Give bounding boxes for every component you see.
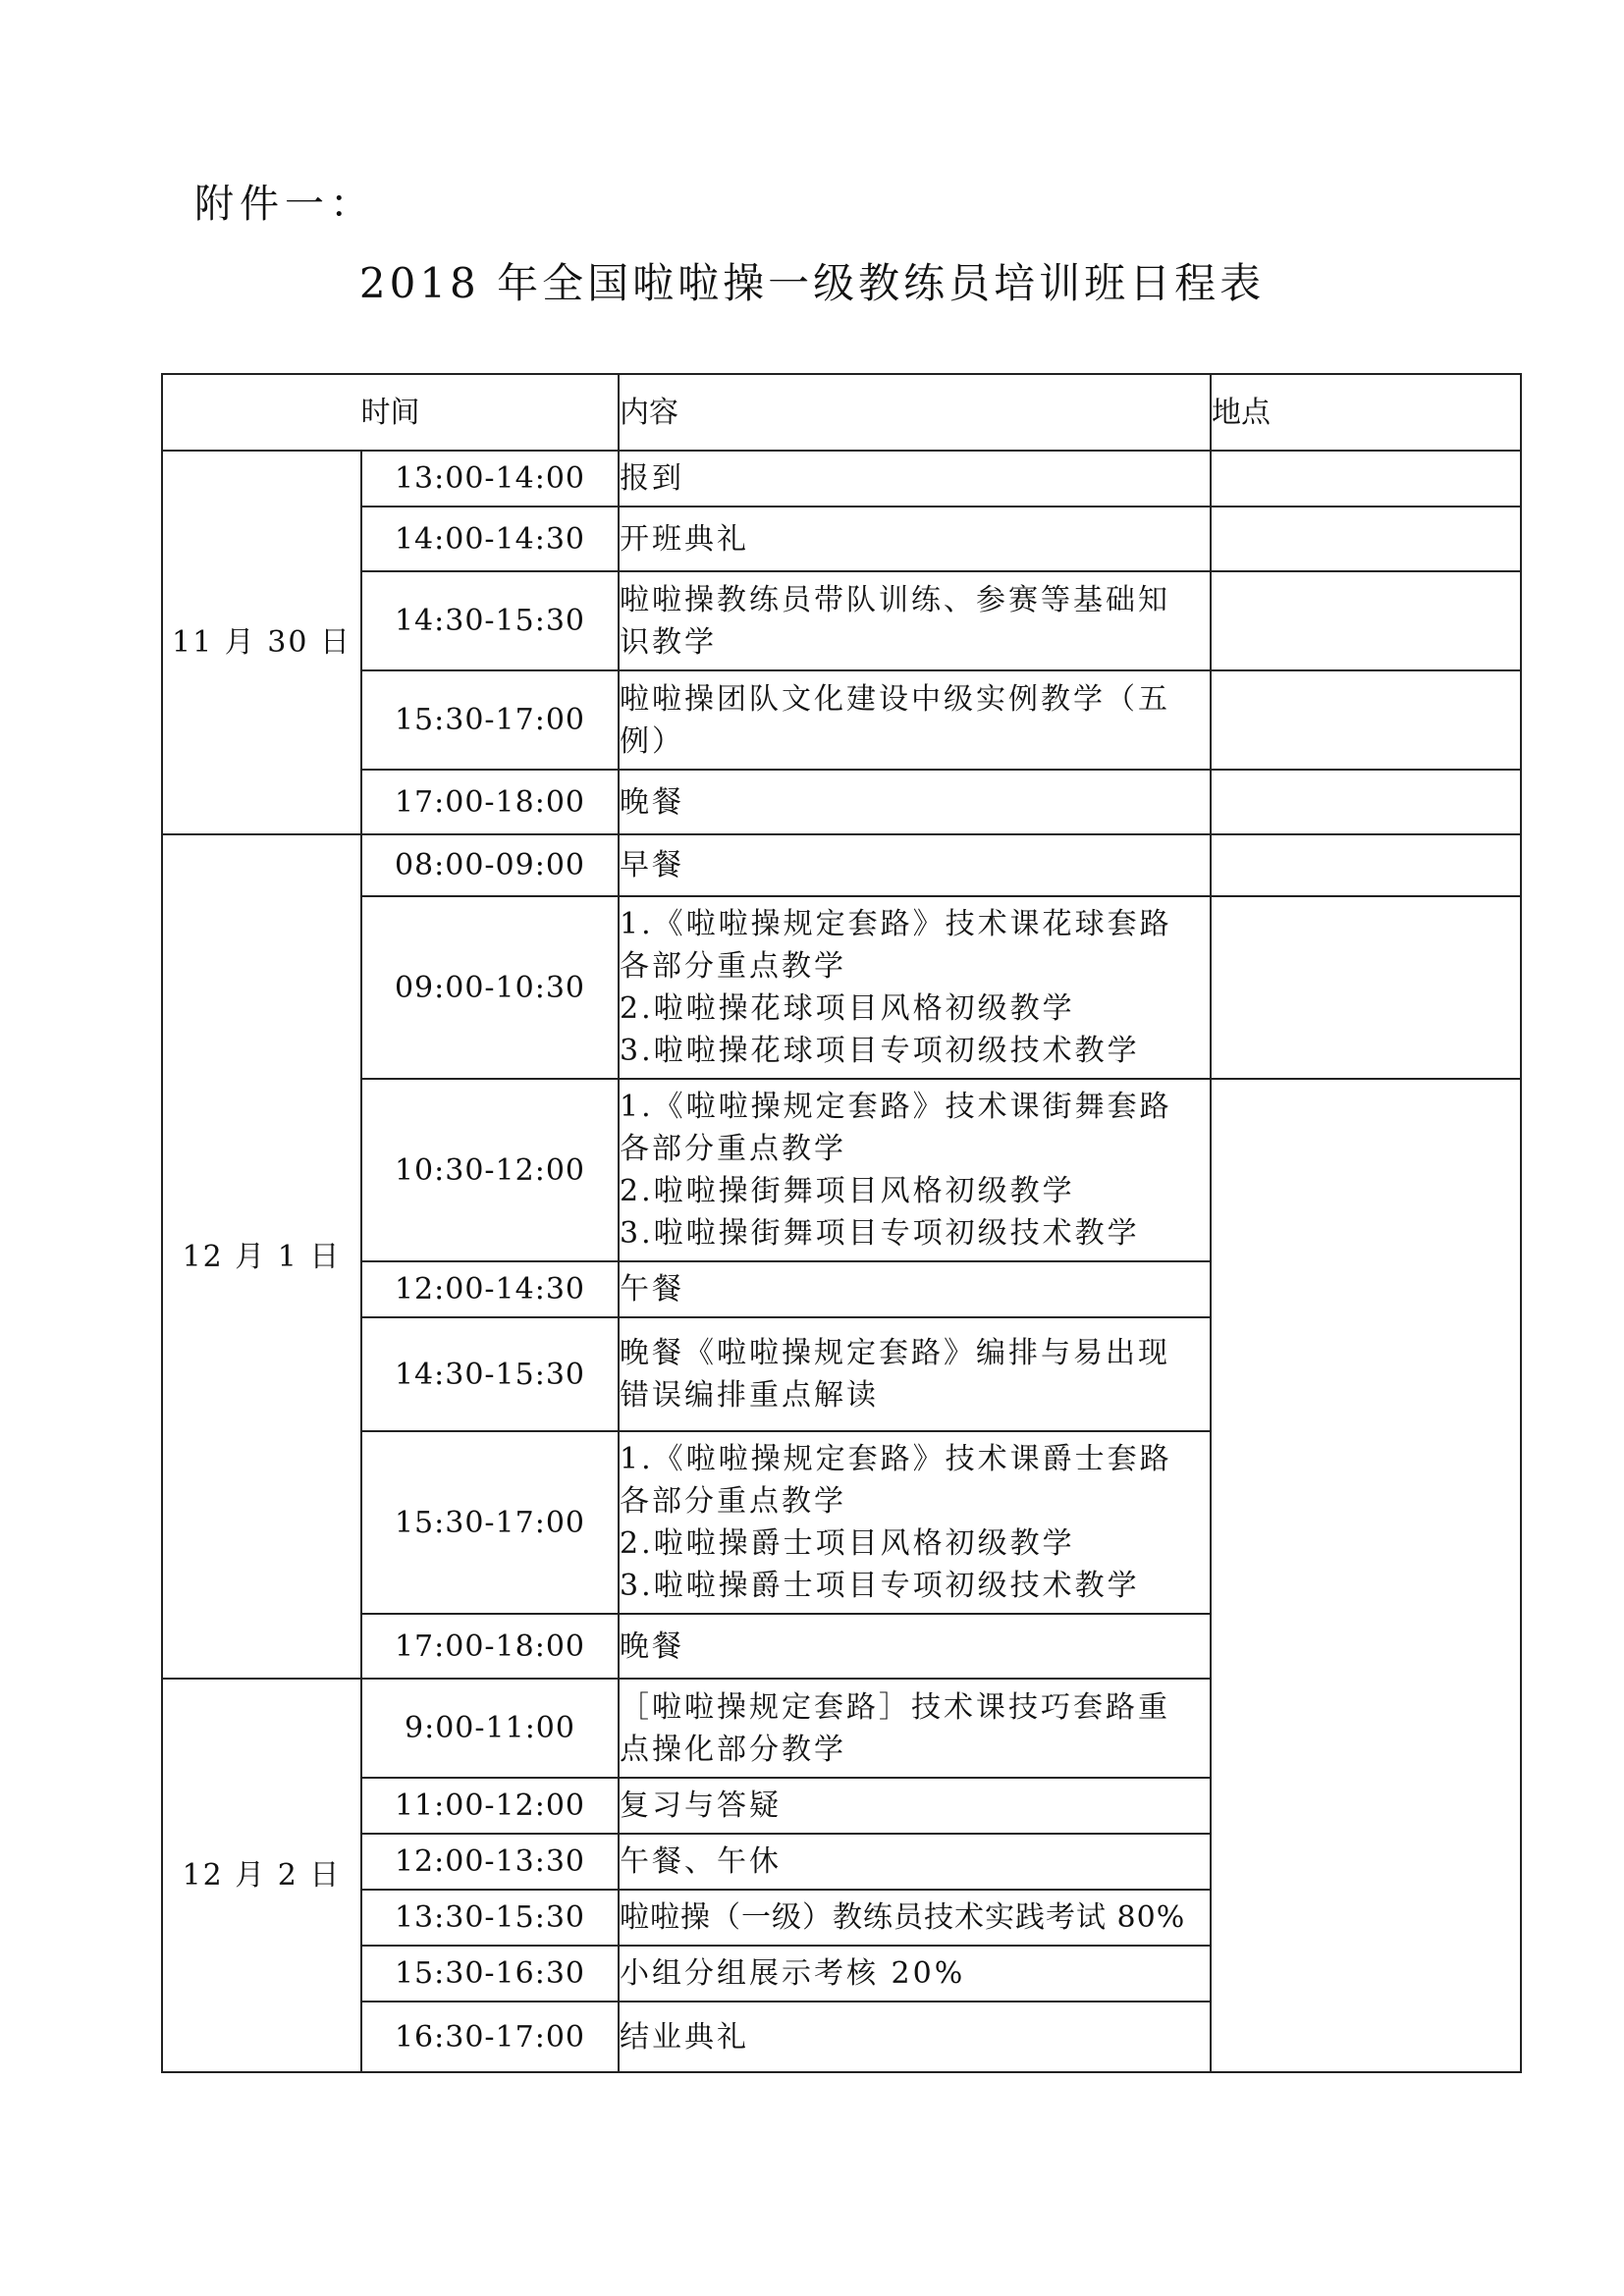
content-line: 开班典礼 xyxy=(620,521,749,557)
time-cell: 16:30-17:00 xyxy=(361,2002,619,2072)
content-line: 晚餐《啦啦操规定套路》编排与易出现 xyxy=(620,1336,1170,1370)
content-line: 2.啦啦操街舞项目风格初级教学 xyxy=(620,1174,1075,1208)
location-cell xyxy=(1211,896,1521,1079)
content-line: 2.啦啦操花球项目风格初级教学 xyxy=(620,991,1075,1026)
content-cell xyxy=(619,670,1211,770)
content-line: 啦啦操团队文化建设中级实例教学（五 xyxy=(620,681,1170,717)
content-cell xyxy=(619,1890,1211,1946)
time-cell: 17:00-18:00 xyxy=(361,770,619,834)
content-line: 早餐 xyxy=(620,848,684,882)
content-cell xyxy=(619,1834,1211,1890)
content-cell xyxy=(619,1778,1211,1834)
table-row xyxy=(162,770,1521,834)
time-cell: 15:30-17:00 xyxy=(361,1431,619,1614)
content-line: 小组分组展示考核 20% xyxy=(620,1956,966,1991)
content-cell xyxy=(619,1079,1211,1261)
table-row xyxy=(162,451,1521,507)
time-cell: 12:00-13:30 xyxy=(361,1834,619,1890)
content-cell xyxy=(619,507,1211,571)
table-row xyxy=(162,896,1521,1079)
time-cell: 12:00-14:30 xyxy=(361,1261,619,1317)
time-cell: 15:30-17:00 xyxy=(361,670,619,770)
content-line: 1.《啦啦操规定套路》技术课花球套路 xyxy=(620,907,1172,941)
content-line: 3.啦啦操爵士项目专项初级技术教学 xyxy=(620,1569,1140,1603)
content-line: 1.《啦啦操规定套路》技术课爵士套路 xyxy=(620,1442,1172,1476)
content-line: 啦啦操教练员带队训练、参赛等基础知 xyxy=(620,582,1170,617)
header-row xyxy=(162,374,1521,451)
table-row xyxy=(162,571,1521,670)
content-cell xyxy=(619,451,1211,507)
time-cell: 13:30-15:30 xyxy=(361,1890,619,1946)
content-line: 午餐、午休 xyxy=(620,1844,782,1879)
content-line: 识教学 xyxy=(620,624,717,660)
table-row xyxy=(162,507,1521,571)
content-line: 啦啦操（一级）教练员技术实践考试 80% xyxy=(620,1900,1186,1935)
content-cell xyxy=(619,1946,1211,2002)
content-line: ［啦啦操规定套路］技术课技巧套路重 xyxy=(620,1689,1170,1725)
content-cell xyxy=(619,1261,1211,1317)
location-cell xyxy=(1211,670,1521,770)
time-cell: 14:30-15:30 xyxy=(361,1317,619,1431)
content-cell xyxy=(619,1679,1211,1778)
time-cell: 09:00-10:30 xyxy=(361,896,619,1079)
location-cell xyxy=(1211,507,1521,571)
content-cell xyxy=(619,2002,1211,2072)
content-line: 2.啦啦操爵士项目风格初级教学 xyxy=(620,1526,1075,1561)
content-line: 3.啦啦操花球项目专项初级技术教学 xyxy=(620,1034,1140,1068)
content-line: 3.啦啦操街舞项目专项初级技术教学 xyxy=(620,1216,1140,1251)
content-line: 晚餐 xyxy=(620,784,684,820)
content-cell xyxy=(619,834,1211,896)
header-location: 地点 xyxy=(1211,374,1521,451)
content-line: 报到 xyxy=(620,461,684,496)
time-cell: 10:30-12:00 xyxy=(361,1079,619,1261)
content-cell xyxy=(619,896,1211,1079)
content-line: 晚餐 xyxy=(620,1629,684,1664)
location-cell xyxy=(1211,834,1521,896)
content-cell xyxy=(619,770,1211,834)
time-cell: 9:00-11:00 xyxy=(361,1679,619,1778)
content-line: 例） xyxy=(620,723,684,759)
content-line: 各部分重点教学 xyxy=(620,949,846,984)
content-line: 错误编排重点解读 xyxy=(620,1378,879,1413)
location-cell xyxy=(1211,451,1521,507)
page-title: 2018 年全国啦啦操一级教练员培训班日程表 xyxy=(358,259,1266,307)
header-content: 内容 xyxy=(619,374,1211,451)
table-row xyxy=(162,670,1521,770)
content-line: 各部分重点教学 xyxy=(620,1132,846,1166)
time-cell: 08:00-09:00 xyxy=(361,834,619,896)
time-cell: 14:30-15:30 xyxy=(361,571,619,670)
table-row xyxy=(162,834,1521,896)
content-line: 点操化部分教学 xyxy=(620,1732,846,1767)
time-cell: 14:00-14:30 xyxy=(361,507,619,571)
content-line: 1.《啦啦操规定套路》技术课街舞套路 xyxy=(620,1090,1172,1124)
time-cell: 11:00-12:00 xyxy=(361,1778,619,1834)
content-line: 复习与答疑 xyxy=(620,1789,782,1823)
content-cell xyxy=(619,571,1211,670)
schedule-table xyxy=(161,373,1522,2073)
time-cell: 15:30-16:30 xyxy=(361,1946,619,2002)
date-cell: 11 月 30 日 xyxy=(162,451,361,834)
header-time: 时间 xyxy=(162,374,619,451)
location-cell xyxy=(1211,1079,1521,2072)
location-cell xyxy=(1211,571,1521,670)
content-cell xyxy=(619,1317,1211,1431)
content-line: 各部分重点教学 xyxy=(620,1484,846,1519)
time-cell: 13:00-14:00 xyxy=(361,451,619,507)
attachment-label: 附件一： xyxy=(194,182,375,227)
content-cell xyxy=(619,1431,1211,1614)
content-line: 午餐 xyxy=(620,1272,684,1307)
location-cell xyxy=(1211,770,1521,834)
date-cell: 12 月 1 日 xyxy=(162,834,361,1679)
content-cell xyxy=(619,1614,1211,1679)
content-line: 结业典礼 xyxy=(620,2019,749,2055)
table-row xyxy=(162,1079,1521,1261)
time-cell: 17:00-18:00 xyxy=(361,1614,619,1679)
date-cell: 12 月 2 日 xyxy=(162,1679,361,2072)
